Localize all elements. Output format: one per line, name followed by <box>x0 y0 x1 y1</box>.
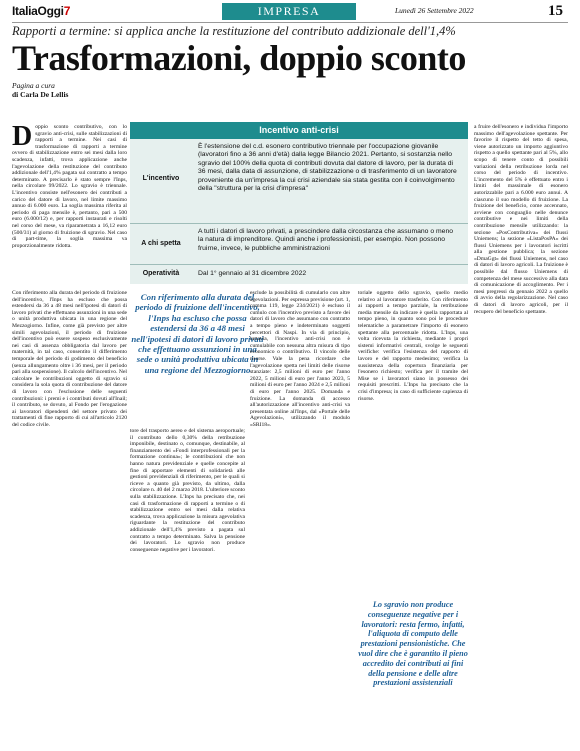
text-column-6 <box>474 124 568 745</box>
pull-quote-1: Con riferimento alla durata del periodo di fruizione dell'incentivo, l'Inps ha escluso che possa estendersi da 36 a 48 mesi nell'ipotesi di datori di lavoro privati che effettuano assunzioni in una sede o unità produttiva ubicata in una regione del Mezzogiorno <box>131 292 264 375</box>
pull-quote-2: Lo sgravio non produce conseguenze negative per i lavoratori: resta fermo, infatti, l'aliquota di computo delle prestazioni pensionistiche. Che vuol dire che è garantito il pieno accredito dei contributi ai fini della pensione e delle altre prestazioni assistenziali <box>358 600 468 688</box>
byline <box>12 81 122 99</box>
header-divider <box>12 22 568 23</box>
column-text: toriale oggetto dello sgravio, quello medio relativo al lavoratore trasferito. Con riferimento ai rapporti a tempo parziale, la retribuzione media mensile da indicare è quella rapportata al tempo pieno, in quanto sono poi le procedure telematiche a parametrare l'importo di esonero spettante alla percentuale ridotta. L'Inps, una volta ricevuta la richiesta, mediante i propri sistemi informativi centrali, svolge le seguenti verifiche: verifica l'esistenza del rapporto di lavoro e del rapporto medesimo; verifica la sussistenza della copertura finanziaria per l'esonero richiesto; verifica per il tramite del Mise se i lavoratori siano in possesso dei requisiti prescritti. L'Inps ha precisato che la crisi d'impresa; in caso di sufficiente capienza di risorse. <box>358 290 468 402</box>
row-label: A chi spetta <box>141 240 181 247</box>
page-header <box>0 0 580 22</box>
row-label: L'incentivo <box>142 175 180 182</box>
byline-author: di Carla De Lellis <box>12 90 69 99</box>
article-kicker: Rapporti a termine: si applica anche la restituzione del contributo addizionale dell'1,4% <box>12 24 456 38</box>
column-text: oppio sconto contributivo, con lo sgravio anti-crisi, sulle stabilizzazioni di rapporti a termine. Nei casi di trasformazione di rapporti a termine ovvero di stabilizzazione entro sei mesi dalla loro scadenza, infatti, trova applicazione anche l'agevolazione della restituzione del contributo addizionale dell'1,4% pagata sul contratto a tempo determinato. A precisarlo è stato sempre l'Inps, nella circolare 99/2022. Lo sgravio è triennale. L'incentivo consiste nell'esonero dei contributi a carico del datore di lavoro, nel limite massimo annuo di 6.000 euro. La soglia massima riferita al periodo di paga mensile è, pertanto, pari a 500 euro (6.000/12) e, per rapporti instaurati e risolti nel corso del mese, va riparametrata a 16,12 euro (500/31) al giorno di fruizione di sgravio. Nel caso di part-time, la soglia massima va proporzionalmente ridotta. <box>12 124 127 249</box>
box-row-eligibility <box>130 224 468 265</box>
row-text: A tutti i datori di lavoro privati, a prescindere dalla circostanza che assumano o meno la natura di imprenditore. Quindi anche i professionisti, per esempio. Non possono fruirne, invece, le pubbliche amministrazioni <box>198 228 454 252</box>
issue-date: Lunedì 26 Settembre 2022 <box>395 6 474 15</box>
box-row-incentive <box>130 139 468 224</box>
section-label: IMPRESA <box>222 3 356 20</box>
dropcap: D <box>12 124 33 152</box>
row-text: È l'estensione del c.d. esonero contributivo triennale per l'occupazione giovanile (lavoratori fino a 36 anni d'età) dalla legge Bilancio 2021. Pertanto, si sostanzia nello sgravio del 100% della quota di contributi dovuta dal datore di lavoro, per la durata di 36 mesi, dalla data di assunzione, di stabilizzazione o di trasferimento di un lavoratore proveniente da un'impresa la cui crisi aziendale sia stata gestita con il coinvolgimento della "struttura per la crisi d'impresa" <box>198 143 457 193</box>
text-column-1 <box>12 124 127 284</box>
row-label: Operatività <box>142 270 180 277</box>
box-row-operativity <box>130 265 468 284</box>
page-number: 15 <box>548 3 563 19</box>
box-title: Incentivo anti-crisi <box>130 122 468 139</box>
article-headline: Trasformazioni, doppio sconto <box>12 38 466 78</box>
column-text: a fruire dell'esonero e individua l'importo massimo dell'agevolazione spettante. Per favorire il rispetto del tetto di spesa, viene autorizzato un importo aggiuntivo rispetto a quello spettante pari al 5%, allo scopo di tenere conto di possibili variazioni della retribuzione lorda nel corso del periodo di incentivo. L'incremento del 5% è effettuato entro i limiti del massimale di esonero autorizzabile pari a 6.000 euro annui. A ciascuno il suo modello di fruizione. La fruizione del beneficio, come accennato, avviene con conguaglio nelle denunce contributive e nei limiti della contribuzione mensile utilizzando: la sezione «PosContributiva» dei flussi Uniemens; la sezione «ListaPosPA» dei flussi Uniemens per i lavoratori iscritti alla gestione pubblica; la sezione «DmaGgt» dei flussi Uniemens, nel caso di datori di lavoro agricoli. La fruizione è possibile dal flusso Uniemens di competenza del mese successivo alla data di comunicazione di accoglimento. Per i mesi pregressi da gennaio 2022 a quello di avvio della regolarizzazione. Nel caso di datori di lavoro agricoli, per il recupero del beneficio spettante. <box>474 124 568 315</box>
column-text: tore del trasporto aereo e del sistema aeroportuale; il contributo dello 0,30% della retribuzione imponibile, destinato o, comunque, destinabile, al finanziamento dei «Fondi interprofessionali per la formazione continua»; le contribuzioni che non hanno natura previdenziale e quelle concepite al fine di apportare elementi di solidarietà alle gestioni previdenziali di riferimento, per le quali si riceve a quanto già previsto, da ultimo, dalla circolare n. 40 del 2 marzo 2018. L'ulteriore sconto sulla stabilizzazione. L'Inps ha precisato che, nei casi di trasformazione di rapporti a termine o di stabilizzazione entro sei mesi dalla relativa scadenza, trova applicazione la misura agevolativa riguardante la restituzione del contributo addizionale dell'1,4% previsto a pagata sul contratto a tempo determinato. Salva la pensione dei lavoratori. Lo sgravio non produce conseguenze negative per i lavoratori. <box>130 428 245 553</box>
column-text: Con riferimento alla durata del periodo di fruizione dell'incentivo, l'Inps ha escluso che possa estendersi da 36 a 48 mesi nell'ipotesi di datori di lavoro privati che effettuano assunzioni in una sede o unità produttiva ubicata in una regione del Mezzogiorno. Infine, come già previsto per altre simili agevolazioni, il periodo di fruizione dell'incentivo può essere sospeso esclusivamente nei casi di assenza obbligatoria dal lavoro per maternità, in tal caso, consentito il differimento temporale del periodo di godimento del beneficio (senza allungamento oltre i 36 mesi, per il periodo pari alla sospensione). Il calcolo dell'incentivo. Nel calcolare le contribuzioni oggetto di sgravio si considera la sola quota di contribuzione del datore di lavoro con l'esclusione delle seguenti contribuzioni: i premi e i contributi dovuti all'Inail; il contributo, se dovuto, al Fondo per l'erogazione ai lavoratori dipendenti del settore privato dei trattamenti di fine rapporto di cui all'articolo 2120 del codice civile. <box>12 290 127 428</box>
incentive-summary-box <box>130 122 468 284</box>
text-column-2 <box>12 290 127 745</box>
row-text: Dal 1° gennaio al 31 dicembre 2022 <box>198 270 307 277</box>
text-column-3 <box>130 428 245 745</box>
byline-intro: Pagina a cura <box>12 81 55 90</box>
publication-logo: ItaliaOggi7 <box>12 4 71 18</box>
text-column-4 <box>250 290 350 745</box>
column-text: esclude la possibilità di cumularlo con altre agevolazioni. Per espressa previsione (art. 1, comma 119, legge 234/2021) è escluso il cumulo con l'incentivo previsto a favore dei datori di lavoro che assumano con contratto a tempo pieno e indeterminato soggetti percettori di Naspi. In via di principio, tuttavia, l'incentivo anti-crisi non è cumulabile con nessuna altra misura di tipo economico o contributivo. Il vincolo delle risorse. Vale la pena ricordare che l'agevolazione spetta nei limiti delle risorse stanziate: 2,5 milioni di euro per l'anno 2022, 5 milioni di euro per l'anno 2023, 5 milioni di euro per l'anno 2024 e 2,5 milioni di euro per l'anno 2025. Domanda e fruizione. La domanda di accesso all'autorizzazione all'incentivo anti-crisi va presentata online all'Inps, dal «Portale delle Agevolazioni», utilizzando il modulo «SRI18». <box>250 290 350 428</box>
text-column-5 <box>358 290 468 590</box>
